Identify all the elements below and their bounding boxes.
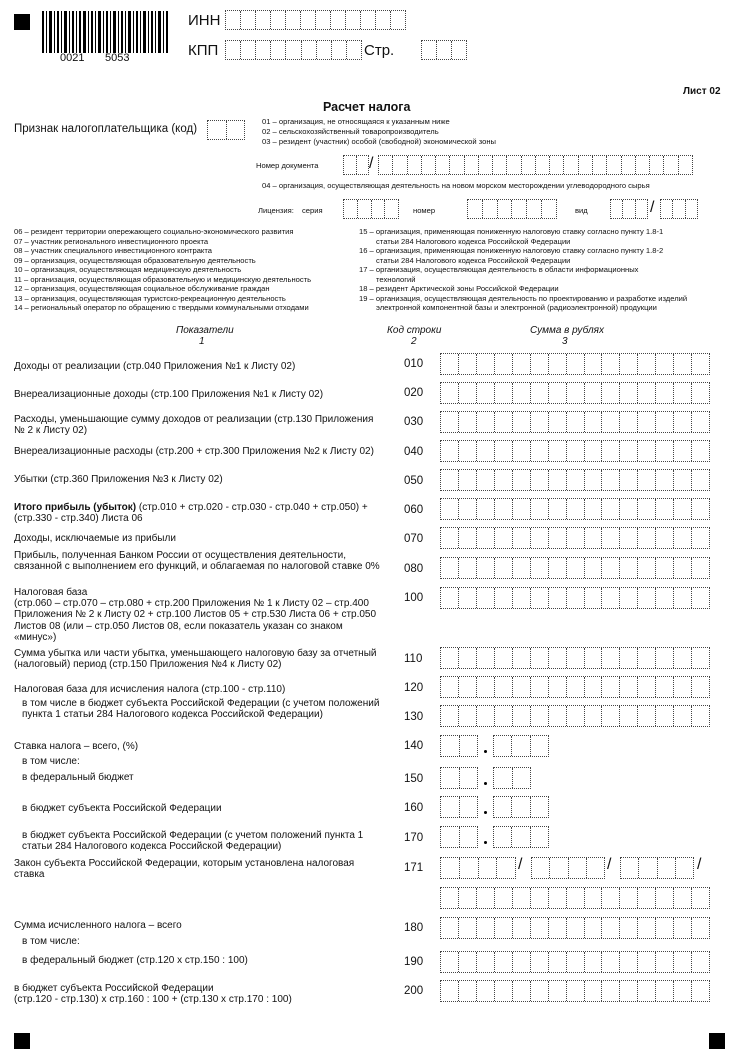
taxpayer-code-07: 07 – участник регионального инвестиционного проекта (14, 236, 209, 246)
taxpayer-code-16-cont: статьи 284 Налогового кодекса Российской Федерации (376, 255, 571, 265)
row-070-sum-field[interactable] (440, 527, 710, 549)
row-200-label: в бюджет субъекта Российской Федерации (стр.120 - стр.130) х стр.160 : 100 + (стр.130 х стр.170 : 100) (14, 983, 292, 1006)
row-030-sum-field[interactable] (440, 411, 710, 433)
taxpayer-codes-right (359, 227, 687, 313)
row-140-rate-frac-field[interactable] (493, 735, 549, 757)
page-field[interactable] (421, 40, 467, 60)
row-170-code: 170 (404, 832, 424, 844)
column-header-indicators-num: 1 (199, 336, 205, 347)
taxpayer-code-17: 17 – организация, осуществляющая деятельность в области информационных (359, 265, 639, 274)
taxpayer-code-19: 19 – организация, осуществляющая деятельность по проектированию и разработке изделий (359, 293, 688, 303)
row-030-code: 030 (404, 416, 424, 428)
row-171-code: 171 (404, 862, 424, 874)
kpp-field[interactable] (225, 40, 362, 60)
row-040-sum-field[interactable] (440, 440, 710, 462)
taxpayer-codes-left (14, 227, 311, 313)
taxpayer-code-16: 16 – организация, применяющая пониженную налоговую ставку согласно пункту 1.8-2 (359, 246, 664, 255)
row-190-sum-field[interactable] (440, 951, 710, 973)
taxpayer-code-19-cont: электронной компонентной базы и электронной (радиоэлектронной) продукции (376, 303, 657, 312)
row-060-label: Итого прибыль (убыток) (стр.010 + стр.020 - стр.030 - стр.040 + стр.050) + (стр.330 - стр.340) Листа 06 (14, 502, 368, 525)
row-040-label: Внереализационные расходы (стр.200 + стр.300 Приложения №2 к Листу 02) (14, 446, 374, 457)
row-160-code: 160 (404, 802, 424, 814)
barcode-graphic (42, 11, 170, 53)
row-110-label: Сумма убытка или части убытка, уменьшающего налоговую базу за отчетный (налоговый) период (стр.150 Приложения №4 к Листу 02) (14, 648, 377, 671)
row-120-sum-field[interactable] (440, 676, 710, 698)
row-120-code: 120 (404, 682, 424, 694)
row-040-code: 040 (404, 446, 424, 458)
license-series-label: серия (302, 206, 323, 215)
license-kind-field-2[interactable] (660, 199, 698, 219)
inn-label: ИНН (188, 12, 221, 29)
license-series-field[interactable] (343, 199, 399, 219)
row-180-sum-field[interactable] (440, 917, 710, 939)
row-080-label: Прибыль, полученная Банком России от осуществления деятельности, связанной с выполнением его функций, и облагаемая по налоговой ставке 0% (14, 550, 380, 573)
row-060-code: 060 (404, 504, 424, 516)
doc-number-field-1[interactable] (343, 155, 369, 175)
taxpayer-code-15-cont: статьи 284 Налогового кодекса Российской Федерации (376, 236, 571, 246)
license-kind-separator: / (650, 199, 655, 216)
row-150-rate-frac-field[interactable] (493, 767, 531, 789)
page-label: Стр. (364, 42, 395, 59)
code-04: 04 – организация, осуществляющая деятельность на новом морском месторождении углеводородного сырья (262, 181, 650, 190)
row-100-code: 100 (404, 592, 424, 604)
row-080-sum-field[interactable] (440, 557, 710, 579)
row-070-code: 070 (404, 533, 424, 545)
row-180-code: 180 (404, 922, 424, 934)
license-kind-label: вид (575, 206, 588, 215)
taxpayer-code-10: 10 – организация, осуществляющая медицинскую деятельность (14, 265, 242, 274)
taxpayer-sign-field[interactable] (207, 120, 245, 140)
sheet-label: Лист 02 (683, 86, 721, 97)
row-010-sum-field[interactable] (440, 353, 710, 375)
including-label-1: в том числе: (22, 756, 80, 767)
barcode-number-right: 5053 (105, 52, 130, 64)
row-050-label: Убытки (стр.360 Приложения №3 к Листу 02) (14, 474, 223, 485)
row-140-decimal-point (484, 750, 487, 753)
row-020-label: Внереализационные доходы (стр.100 Приложения №1 к Листу 02) (14, 389, 324, 400)
kpp-label: КПП (188, 42, 219, 59)
taxpayer-code-13: 13 – организация, осуществляющая туристско-рекреационную деятельность (14, 293, 286, 303)
column-header-code-num: 2 (411, 336, 417, 347)
column-header-code: Код строки (387, 325, 442, 336)
row-110-code: 110 (404, 653, 423, 665)
taxpayer-code-11: 11 – организация, осуществляющая образовательную и медицинскую деятельность (14, 274, 312, 284)
row-140-code: 140 (404, 740, 424, 752)
taxpayer-code-02: 02 – сельскохозяйственный товаропроизводитель (262, 127, 439, 136)
row-171-separator-2: / (607, 856, 612, 873)
row-200-code: 200 (404, 985, 424, 997)
doc-number-separator: / (369, 155, 374, 172)
row-020-sum-field[interactable] (440, 382, 710, 404)
row-100-label: Налоговая база (стр.060 – стр.070 – стр.080 + стр.200 Приложения № 1 к Листу 02 – стр.400 Приложения № 2 к Листу 02 + стр.100 Листов 05 + стр.530 Листа 06 + стр.050 Листов 08 (или – стр.050 Листов 08, если показатель указан со знаком «минус») (14, 587, 377, 643)
row-171-law-field-4[interactable] (440, 887, 710, 909)
row-160-label: в бюджет субъекта Российской Федерации (22, 803, 222, 814)
row-130-sum-field[interactable] (440, 705, 710, 727)
row-080-code: 080 (404, 563, 424, 575)
row-200-sum-field[interactable] (440, 980, 710, 1002)
page-title: Расчет налога (323, 100, 411, 114)
row-170-decimal-point (484, 841, 487, 844)
taxpayer-code-08: 08 – участник специального инвестиционного контракта (14, 246, 212, 255)
taxpayer-code-15: 15 – организация, применяющая пониженную налоговую ставку согласно пункту 1.8-1 (359, 227, 664, 236)
row-010-label: Доходы от реализации (стр.040 Приложения №1 к Листу 02) (14, 361, 296, 372)
taxpayer-code-14: 14 – региональный оператор по обращению с твердыми коммунальными отходами (14, 303, 309, 312)
row-190-label: в федеральный бюджет (стр.120 х стр.150 : 100) (22, 955, 248, 966)
row-171-law-field-3[interactable] (620, 857, 694, 879)
taxpayer-code-06: 06 – резидент территории опережающего социально-экономического развития (14, 227, 294, 236)
corner-marker-top-left (14, 14, 30, 30)
row-140-label: Ставка налога – всего, (%) (14, 741, 139, 752)
doc-number-field-2[interactable] (378, 155, 693, 175)
including-label-2: в том числе: (22, 936, 80, 947)
license-label: Лицензия: (258, 206, 294, 215)
license-number-label: номер (413, 206, 436, 215)
row-150-label: в федеральный бюджет (22, 772, 134, 783)
row-140-rate-int-field[interactable] (440, 735, 478, 757)
column-header-indicators: Показатели (176, 325, 234, 336)
row-150-code: 150 (404, 773, 424, 785)
row-110-sum-field[interactable] (440, 647, 710, 669)
row-070-label: Доходы, исключаемые из прибыли (14, 533, 176, 544)
row-130-label: в том числе в бюджет субъекта Российской Федерации (с учетом положений пункта 1 статьи 284 Налогового кодекса Российской Федерации) (22, 698, 380, 721)
taxpayer-code-12: 12 – организация, осуществляющая социальное обслуживание граждан (14, 284, 270, 293)
row-060-sum-field[interactable] (440, 498, 710, 520)
row-030-label: Расходы, уменьшающие сумму доходов от реализации (стр.130 Приложения № 2 к Листу 02) (14, 414, 374, 437)
row-180-label: Сумма исчисленного налога – всего (14, 920, 182, 931)
row-150-rate-int-field[interactable] (440, 767, 478, 789)
row-170-label: в бюджет субъекта Российской Федерации (с учетом положений пункта 1 статьи 284 Налогового кодекса Российской Федерации) (22, 830, 364, 853)
row-120-label: Налоговая база для исчисления налога (стр.100 - стр.110) (14, 684, 286, 695)
row-170-rate-frac-field[interactable] (493, 826, 549, 848)
row-150-decimal-point (484, 782, 487, 785)
row-100-sum-field[interactable] (440, 587, 710, 609)
row-171-law-field-2[interactable] (531, 857, 605, 879)
row-010-code: 010 (404, 358, 424, 370)
corner-marker-bottom-left (14, 1033, 30, 1049)
row-050-code: 050 (404, 475, 424, 487)
taxpayer-code-03: 03 – резидент (участник) особой (свободной) экономической зоны (262, 137, 497, 146)
row-190-code: 190 (404, 956, 424, 968)
corner-marker-bottom-right (709, 1033, 725, 1049)
doc-number-label: Номер документа (256, 161, 319, 170)
taxpayer-sign-label: Признак налогоплательщика (код) (14, 123, 198, 135)
taxpayer-code-18: 18 – резидент Арктической зоны Российской Федерации (359, 284, 559, 293)
row-171-law-field-1[interactable] (440, 857, 516, 879)
row-171-label: Закон субъекта Российской Федерации, которым установлена налоговая ставка (14, 858, 355, 881)
row-160-rate-int-field[interactable] (440, 796, 478, 818)
row-171-separator-3: / (697, 856, 702, 873)
license-number-field[interactable] (467, 199, 557, 219)
barcode-number-left: 0021 (60, 52, 85, 64)
row-130-code: 130 (404, 711, 424, 723)
row-020-code: 020 (404, 387, 424, 399)
barcode (42, 11, 170, 53)
license-kind-field-1[interactable] (610, 199, 648, 219)
column-header-sum: Сумма в рублях (530, 325, 604, 336)
row-160-decimal-point (484, 811, 487, 814)
inn-field[interactable] (225, 10, 406, 30)
row-170-rate-int-field[interactable] (440, 826, 478, 848)
taxpayer-code-01: 01 – организация, не относящаяся к указанным ниже (262, 117, 450, 126)
row-050-sum-field[interactable] (440, 469, 710, 491)
row-171-separator-1: / (518, 856, 523, 873)
taxpayer-code-17-cont: технологий (376, 274, 416, 284)
taxpayer-code-09: 09 – организация, осуществляющая образовательную деятельность (14, 255, 256, 265)
row-160-rate-frac-field[interactable] (493, 796, 549, 818)
column-header-sum-num: 3 (562, 336, 568, 347)
